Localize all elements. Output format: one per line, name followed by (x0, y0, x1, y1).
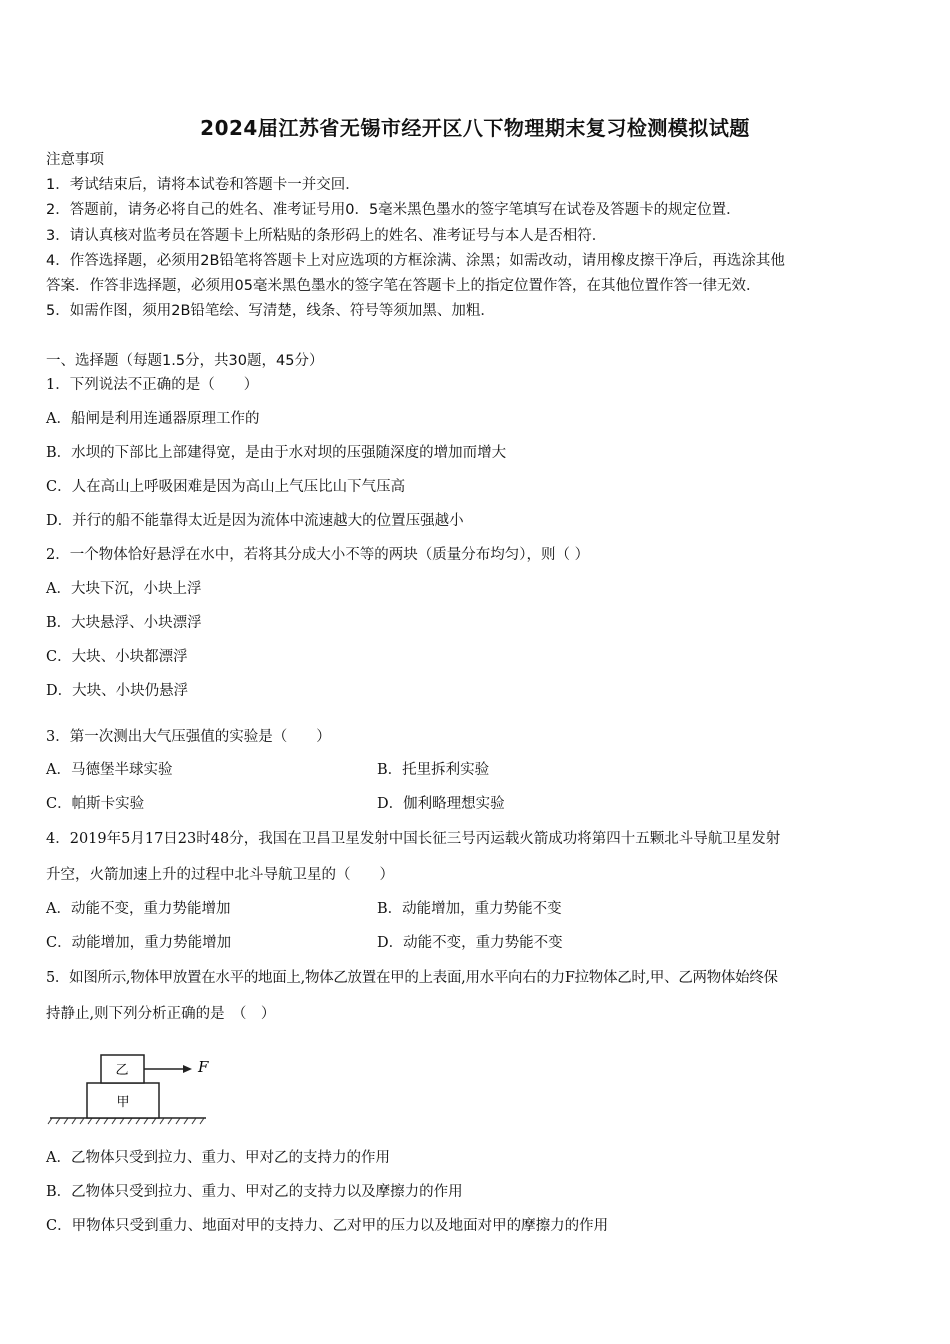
q1-option-c: C．人在高山上呼吸困难是因为高山上气压比山下气压高 (46, 479, 406, 495)
q3-stem: 3．第一次测出大气压强值的实验是（ ） (46, 729, 331, 745)
q1-option-a: A．船闸是利用连通器原理工作的 (46, 411, 260, 427)
q1-option-d: D．并行的船不能靠得太近是因为流体中流速越大的位置压强越小 (46, 513, 464, 529)
force-arrow-head (183, 1065, 192, 1073)
q4-option-d: D．动能不变，重力势能不变 (377, 935, 563, 951)
q1-option-b: B．水坝的下部比上部建得宽，是由于水对坝的压强随深度的增加而增大 (46, 445, 507, 461)
block-jia-label: 甲 (116, 1095, 130, 1110)
page-title: 2024届江苏省无锡市经开区八下物理期末复习检测模拟试题 (200, 116, 750, 140)
q2-option-d: D．大块、小块仍悬浮 (46, 683, 189, 699)
block-yi-label: 乙 (115, 1063, 129, 1078)
force-label: F (198, 1058, 209, 1076)
q4-option-a: A．动能不变，重力势能增加 (46, 901, 231, 917)
q2-option-b: B．大块悬浮、小块漂浮 (46, 615, 202, 631)
q5-option-c: C．甲物体只受到重力、地面对甲的支持力、乙对甲的压力以及地面对甲的摩擦力的作用 (46, 1218, 609, 1234)
q3-option-d: D．伽利略理想实验 (377, 796, 505, 812)
ground-hatching (48, 1118, 204, 1124)
q2-stem: 2．一个物体恰好悬浮在水中，若将其分成大小不等的两块（质量分布均匀），则（ ） (46, 547, 590, 563)
q1-stem: 1．下列说法不正确的是（ ） (46, 377, 259, 393)
q5-stem-line1: 5．如图所示,物体甲放置在水平的地面上,物体乙放置在甲的上表面,用水平向右的力F拉物体乙时,甲、乙两物体始终保 (46, 970, 778, 986)
q2-option-c: C．大块、小块都漂浮 (46, 649, 188, 665)
q5-option-a: A．乙物体只受到拉力、重力、甲对乙的支持力的作用 (46, 1150, 390, 1166)
q5-figure (46, 1050, 226, 1130)
q3-option-a: A．马德堡半球实验 (46, 762, 173, 778)
notice-item: 1．考试结束后，请将本试卷和答题卡一并交回． (46, 177, 360, 193)
q4-option-b: B．动能增加，重力势能不变 (377, 901, 562, 917)
notice-heading: 注意事项 (46, 152, 104, 168)
q3-option-b: B．托里拆利实验 (377, 762, 490, 778)
q5-option-b: B．乙物体只受到拉力、重力、甲对乙的支持力以及摩擦力的作用 (46, 1184, 463, 1200)
q2-option-a: A．大块下沉，小块上浮 (46, 581, 202, 597)
notice-item: 2．答题前，请务必将自己的姓名、准考证号用0．5毫米黑色墨水的签字笔填写在试卷及答题卡的规定位置． (46, 202, 741, 218)
section-heading: 一、选择题（每题1.5分，共30题，45分） (46, 353, 324, 369)
q5-stem-line2: 持静止,则下列分析正确的是 （ ） (46, 1006, 276, 1022)
notice-item: 答案．作答非选择题，必须用05毫米黑色墨水的签字笔在答题卡上的指定位置作答，在其他位置作答一律无效． (46, 278, 761, 294)
q4-stem-line2: 升空，火箭加速上升的过程中北斗导航卫星的（ ） (46, 867, 394, 883)
q3-option-c: C．帕斯卡实验 (46, 796, 145, 812)
notice-item: 3．请认真核对监考员在答题卡上所粘贴的条形码上的姓名、准考证号与本人是否相符． (46, 228, 607, 244)
notice-item: 5．如需作图，须用2B铅笔绘、写清楚，线条、符号等须加黑、加粗． (46, 303, 495, 319)
notice-item: 4．作答选择题，必须用2B铅笔将答题卡上对应选项的方框涂满、涂黑；如需改动，请用橡皮擦干净后，再选涂其他 (46, 253, 785, 269)
q4-stem-line1: 4．2019年5月17日23时48分，我国在卫昌卫星发射中国长征三号丙运载火箭成功将第四十五颗北斗导航卫星发射 (46, 831, 781, 847)
q4-option-c: C．动能增加，重力势能增加 (46, 935, 232, 951)
